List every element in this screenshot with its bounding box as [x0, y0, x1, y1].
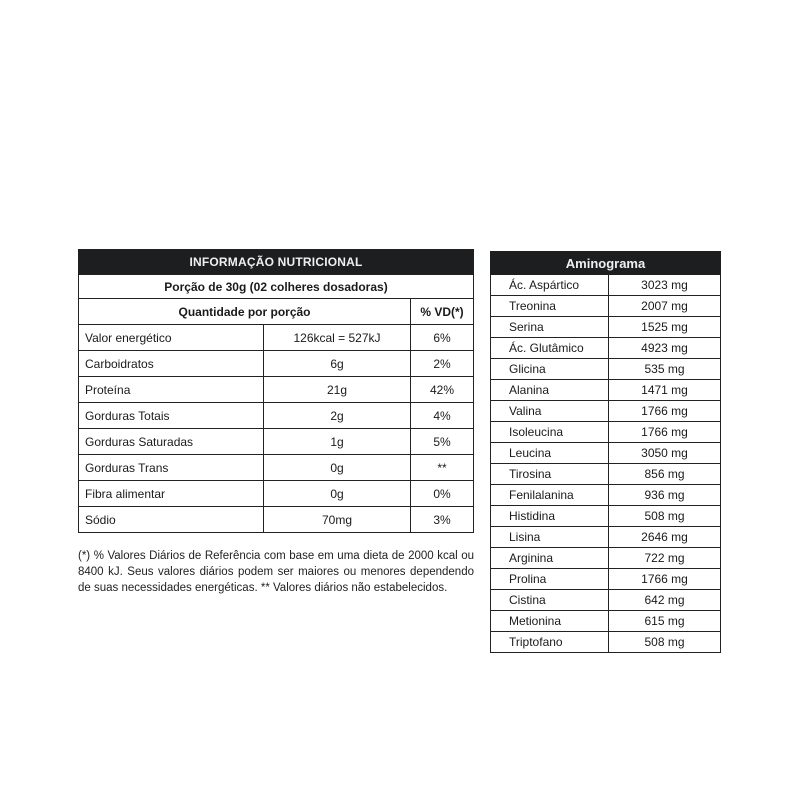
amino-acid-name: Metionina: [491, 611, 609, 632]
nutrient-daily-value: 0%: [411, 481, 474, 507]
nutrient-amount: 1g: [264, 429, 411, 455]
amino-acid-amount: 508 mg: [609, 632, 721, 653]
nutrient-amount: 0g: [264, 455, 411, 481]
amino-acid-amount: 3023 mg: [609, 275, 721, 296]
amino-acid-amount: 1766 mg: [609, 422, 721, 443]
table-row: [491, 506, 721, 527]
amino-acid-amount: 4923 mg: [609, 338, 721, 359]
amino-acid-name: Serina: [491, 317, 609, 338]
nutrient-name: Carboidratos: [79, 351, 264, 377]
table-row: [491, 338, 721, 359]
nutrient-daily-value: 4%: [411, 403, 474, 429]
nutrient-name: Gorduras Trans: [79, 455, 264, 481]
nutrition-footnote: (*) % Valores Diários de Referência com base em uma dieta de 2000 kcal ou 8400 kJ. Seus valores diários podem ser maiores ou menores dependendo de suas necessidades energéticas. ** Valores diários não estabelecidos.: [78, 550, 474, 594]
nutrient-name: Sódio: [79, 507, 264, 533]
amino-acid-name: Treonina: [491, 296, 609, 317]
table-row: [491, 485, 721, 506]
table-row: [79, 377, 474, 403]
column-header-quantity: Quantidade por porção: [79, 299, 411, 325]
amino-acid-name: Alanina: [491, 380, 609, 401]
table-row: [491, 548, 721, 569]
table-row: [491, 422, 721, 443]
table-row: [491, 632, 721, 653]
nutrient-daily-value: 2%: [411, 351, 474, 377]
nutrition-title: INFORMAÇÃO NUTRICIONAL: [79, 250, 474, 275]
nutrient-daily-value: **: [411, 455, 474, 481]
amino-acid-amount: 2007 mg: [609, 296, 721, 317]
table-row: [491, 359, 721, 380]
nutrient-daily-value: 42%: [411, 377, 474, 403]
nutrient-daily-value: 6%: [411, 325, 474, 351]
amino-acid-amount: 535 mg: [609, 359, 721, 380]
table-row: [491, 296, 721, 317]
nutrient-name: Valor energético: [79, 325, 264, 351]
amino-acid-name: Tirosina: [491, 464, 609, 485]
amino-acid-amount: 856 mg: [609, 464, 721, 485]
amino-acid-amount: 642 mg: [609, 590, 721, 611]
table-row: [491, 443, 721, 464]
table-row: [79, 403, 474, 429]
table-row: [491, 317, 721, 338]
amino-acid-name: Histidina: [491, 506, 609, 527]
table-row: [491, 401, 721, 422]
table-row: [79, 325, 474, 351]
table-row: [79, 429, 474, 455]
table-row: [491, 464, 721, 485]
amino-acid-amount: 615 mg: [609, 611, 721, 632]
amino-acid-name: Valina: [491, 401, 609, 422]
nutrient-name: Fibra alimentar: [79, 481, 264, 507]
nutrient-amount: 21g: [264, 377, 411, 403]
aminogram-rows: [491, 275, 721, 653]
amino-acid-name: Cistina: [491, 590, 609, 611]
nutrition-facts-table: [78, 249, 474, 533]
amino-acid-name: Fenilalanina: [491, 485, 609, 506]
table-row: [491, 590, 721, 611]
amino-acid-amount: 936 mg: [609, 485, 721, 506]
nutrient-amount: 126kcal = 527kJ: [264, 325, 411, 351]
nutrient-amount: 2g: [264, 403, 411, 429]
nutrient-daily-value: 5%: [411, 429, 474, 455]
amino-acid-name: Isoleucina: [491, 422, 609, 443]
amino-acid-amount: 1471 mg: [609, 380, 721, 401]
amino-acid-amount: 1525 mg: [609, 317, 721, 338]
table-row: [79, 507, 474, 533]
amino-acid-amount: 3050 mg: [609, 443, 721, 464]
table-row: [491, 569, 721, 590]
amino-acid-amount: 1766 mg: [609, 401, 721, 422]
nutrient-name: Proteína: [79, 377, 264, 403]
amino-acid-name: Prolina: [491, 569, 609, 590]
amino-acid-name: Triptofano: [491, 632, 609, 653]
table-row: [491, 380, 721, 401]
table-row: [79, 481, 474, 507]
table-row: [491, 611, 721, 632]
nutrient-amount: 70mg: [264, 507, 411, 533]
amino-acid-amount: 1766 mg: [609, 569, 721, 590]
nutrient-amount: 0g: [264, 481, 411, 507]
table-row: [79, 351, 474, 377]
nutrient-daily-value: 3%: [411, 507, 474, 533]
table-row: [491, 275, 721, 296]
amino-acid-name: Ác. Glutâmico: [491, 338, 609, 359]
column-header-vd: % VD(*): [411, 299, 474, 325]
amino-acid-amount: 2646 mg: [609, 527, 721, 548]
nutrient-amount: 6g: [264, 351, 411, 377]
amino-acid-name: Glicina: [491, 359, 609, 380]
aminogram-table: [490, 251, 721, 653]
nutrient-name: Gorduras Saturadas: [79, 429, 264, 455]
amino-acid-name: Leucina: [491, 443, 609, 464]
amino-acid-name: Arginina: [491, 548, 609, 569]
amino-acid-amount: 722 mg: [609, 548, 721, 569]
amino-acid-name: Ác. Aspártico: [491, 275, 609, 296]
amino-acid-amount: 508 mg: [609, 506, 721, 527]
nutrient-name: Gorduras Totais: [79, 403, 264, 429]
amino-acid-name: Lisina: [491, 527, 609, 548]
table-row: [491, 527, 721, 548]
portion-label: Porção de 30g (02 colheres dosadoras): [79, 275, 474, 299]
aminogram-title: Aminograma: [491, 252, 721, 275]
table-row: [79, 455, 474, 481]
nutrition-rows: [79, 325, 474, 533]
